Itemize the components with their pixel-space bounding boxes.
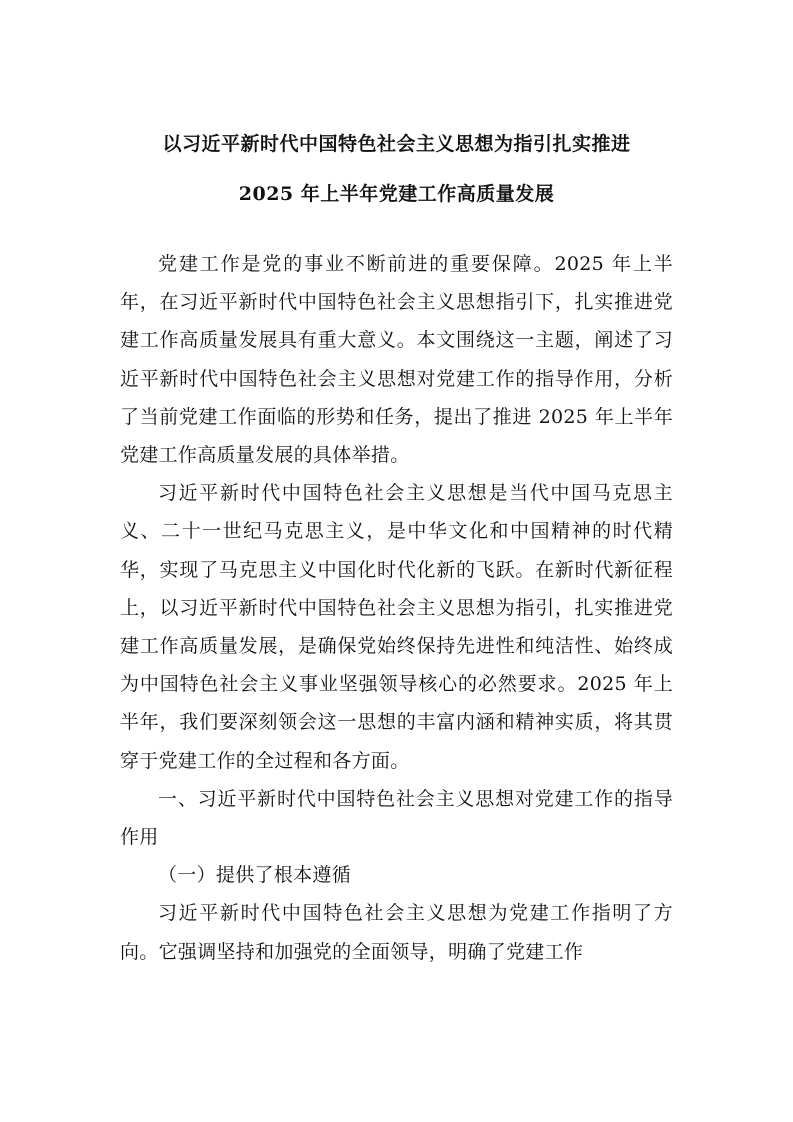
paragraph-intro: 党建工作是党的事业不断前进的重要保障。2025 年上半年，在习近平新时代中国特色社会主义思想指引下，扎实推进党建工作高质量发展具有重大意义。本文围绕这一主题，阐述了习近平新时代中国特色社会主义思想对党建工作的指导作用，分析了当前党建工作面临的形势和任务，提出了推进 2025 年上半年党建工作高质量发展的具体举措。 [120,253,673,467]
paragraph-subsection-1: 习近平新时代中国特色社会主义思想为党建工作指明了方向。它强调坚持和加强党的全面领导，明确了党建工作 [120,902,673,963]
paragraph-thought: 习近平新时代中国特色社会主义思想是当代中国马克思主义、二十一世纪马克思主义，是中华文化和中国精神的时代精华，实现了马克思主义中国化时代化新的飞跃。在新时代新征程上，以习近平新时代中国特色社会主义思想为指引，扎实推进党建工作高质量发展，是确保党始终保持先进性和纯洁性、始终成为中国特色社会主义事业坚强领导核心的必然要求。2025 年上半年，我们要深刻领会这一思想的丰富内涵和精神实质，将其贯穿于党建工作的全过程和各方面。 [120,482,673,772]
document-body [120,245,673,971]
document-title-line-1: 以习近平新时代中国特色社会主义思想为指引扎实推进 [162,133,631,155]
section-heading-1: 一、习近平新时代中国特色社会主义思想对党建工作的指导作用 [120,787,673,849]
document-title-line-2: 2025 年上半年党建工作高质量发展 [238,183,555,205]
subsection-heading-1: （一）提供了根本遵循 [158,864,352,887]
